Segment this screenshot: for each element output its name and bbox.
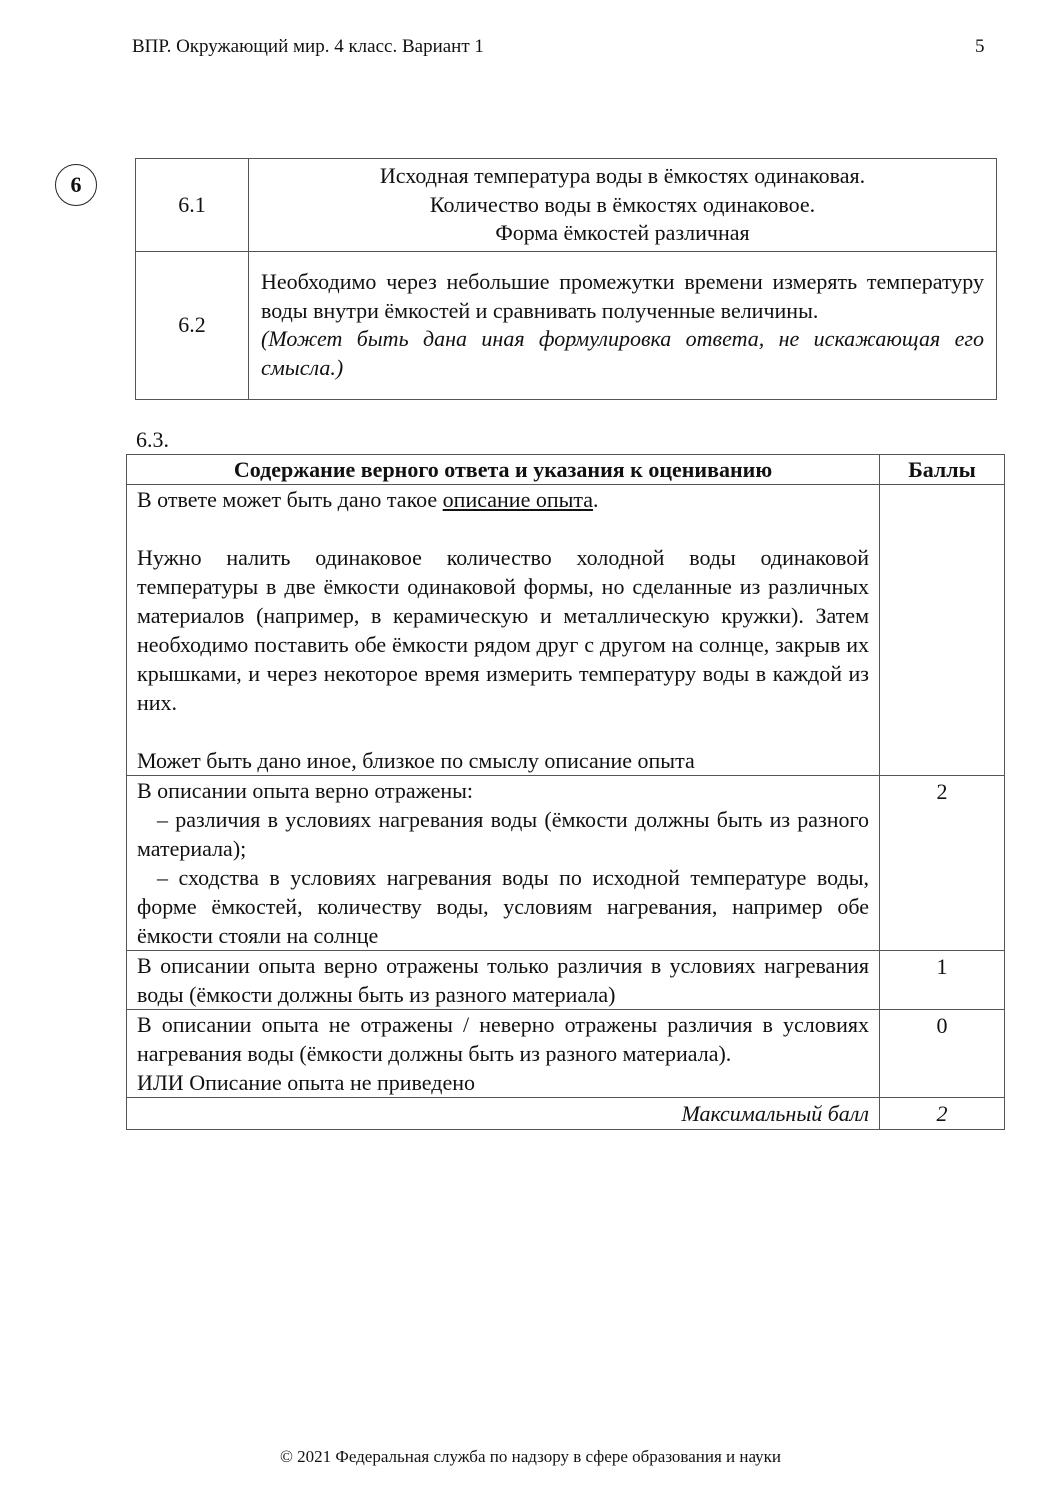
criterion-cell: В описании опыта верно отражены только различия в условиях нагревания воды (ёмкости должны быть из разного материала) bbox=[127, 951, 880, 1010]
answer-line: Количество воды в ёмкостях одинаковое. bbox=[429, 191, 816, 217]
answer-id: 6.1 bbox=[136, 159, 249, 252]
page-number: 5 bbox=[975, 36, 985, 57]
answer-id: 6.2 bbox=[136, 251, 249, 399]
table-row-max bbox=[127, 1098, 1005, 1130]
answer-body: Нужно налить одинаковое количество холодной воды одинаковой температуры в две ёмкости одинаковой формы, но сделанные из различных материалов (например, в керамическую и металлическую кружки). Затем необходимо поставить обе ёмкости рядом друг с другом на солнце, закрыв их крышками, и через некоторое время измерить температуру воды в каждой из них. bbox=[137, 545, 869, 715]
intro-suffix: . bbox=[593, 487, 599, 512]
answer-intro bbox=[137, 485, 869, 514]
answer-line: Исходная температура воды в ёмкостях одинаковая. bbox=[379, 163, 866, 188]
criterion-extra: ИЛИ Описание опыта не приведено bbox=[137, 1070, 475, 1095]
max-score-label: Максимальный балл bbox=[127, 1098, 880, 1130]
answers-table bbox=[135, 158, 997, 400]
score-cell: 1 bbox=[880, 951, 1005, 1010]
criterion-text: В описании опыта не отражены / неверно отражены различия в условиях нагревания воды (ёмкости должны быть из разного материала). bbox=[137, 1012, 869, 1066]
grading-table bbox=[126, 454, 1005, 1130]
task-number-badge bbox=[55, 164, 97, 206]
criterion-cell bbox=[127, 1010, 880, 1098]
page-footer: © 2021 Федеральная служба по надзору в сфере образования и науки bbox=[279, 1447, 782, 1466]
intro-prefix: В ответе может быть дано такое bbox=[137, 487, 443, 512]
answer-description bbox=[127, 485, 880, 776]
table-header-row bbox=[127, 455, 1005, 485]
table-row bbox=[127, 485, 1005, 776]
table-row bbox=[127, 1010, 1005, 1098]
section-label: 6.3. bbox=[136, 427, 169, 452]
answer-line: Форма ёмкостей различная bbox=[495, 220, 750, 245]
criterion-item: – различия в условиях нагревания воды (ёмкости должны быть из разного материала); bbox=[137, 807, 869, 861]
table-row bbox=[127, 776, 1005, 951]
score-cell bbox=[880, 485, 1005, 776]
table-row bbox=[127, 951, 1005, 1010]
max-score-value: 2 bbox=[880, 1098, 1005, 1130]
page-header-title: ВПР. Окружающий мир. 4 класс. Вариант 1 bbox=[132, 36, 484, 57]
score-column-header: Баллы bbox=[880, 455, 1005, 485]
answer-cell bbox=[249, 251, 997, 399]
score-cell: 2 bbox=[880, 776, 1005, 951]
content-column-header: Содержание верного ответа и указания к оцениванию bbox=[127, 455, 880, 485]
answer-text: Необходимо через небольшие промежутки времени измерять температуру воды внутри ёмкостей и сравнивать полученные величины. bbox=[261, 269, 984, 323]
answer-note: (Может быть дана иная формулировка ответа, не искажающая его смысла.) bbox=[261, 326, 984, 380]
table-row bbox=[136, 159, 997, 252]
task-number: 6 bbox=[70, 172, 82, 197]
criterion-item: – сходства в условиях нагревания воды по исходной температуре воды, форме ёмкостей, количеству воды, условиям нагревания, например обе ёмкости стояли на солнце bbox=[137, 865, 869, 948]
answer-closing: Может быть дано иное, близкое по смыслу описание опыта bbox=[137, 748, 695, 773]
score-cell: 0 bbox=[880, 1010, 1005, 1098]
intro-underlined: описание опыта bbox=[442, 487, 594, 512]
criterion-intro: В описании опыта верно отражены: bbox=[137, 778, 474, 803]
answer-cell bbox=[249, 159, 997, 252]
criterion-cell bbox=[127, 776, 880, 951]
table-row bbox=[136, 251, 997, 399]
